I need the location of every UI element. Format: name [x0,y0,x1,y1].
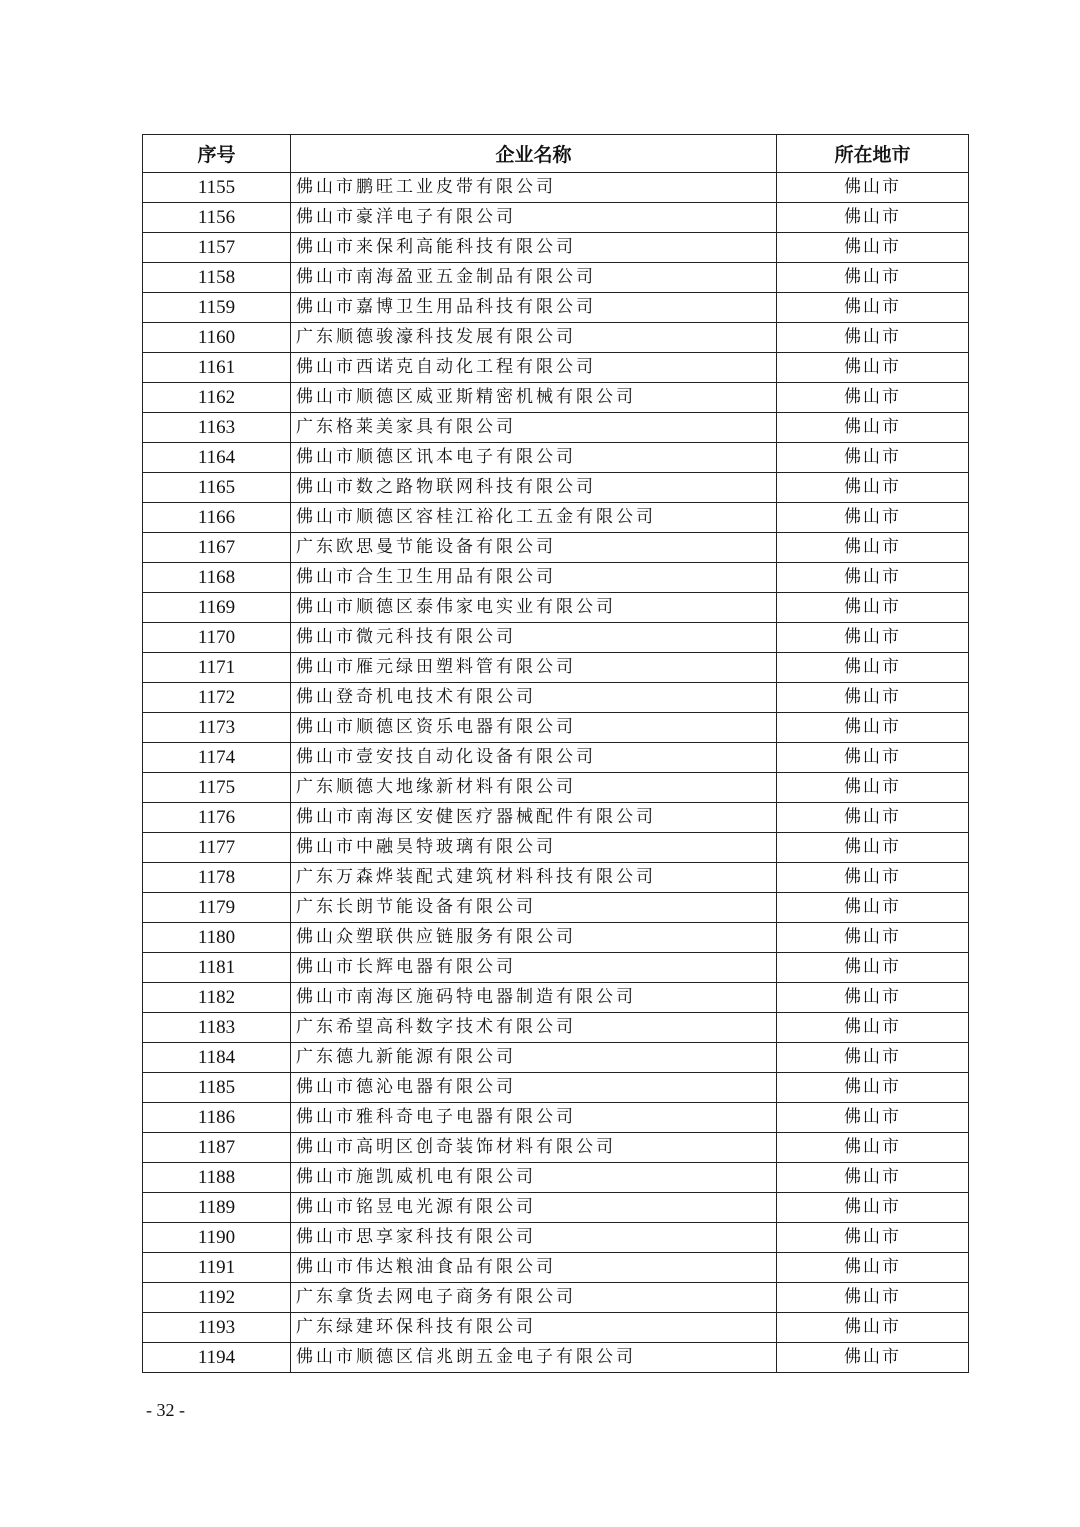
table-row [143,473,969,503]
serial-number-cell: 1173 [143,713,291,743]
serial-number-cell: 1166 [143,503,291,533]
enterprise-name-cell: 佛山市顺德区威亚斯精密机械有限公司 [291,383,777,413]
city-cell: 佛山市 [777,1313,969,1343]
city-cell: 佛山市 [777,1013,969,1043]
serial-number-cell: 1161 [143,353,291,383]
table-row [143,383,969,413]
table-row [143,503,969,533]
table-row [143,1223,969,1253]
enterprise-name-cell: 广东长朗节能设备有限公司 [291,893,777,923]
serial-number-cell: 1186 [143,1103,291,1133]
enterprise-name-cell: 佛山市施凯威机电有限公司 [291,1163,777,1193]
serial-number-cell: 1164 [143,443,291,473]
serial-number-cell: 1159 [143,293,291,323]
enterprise-name-cell: 佛山市德沁电器有限公司 [291,1073,777,1103]
city-cell: 佛山市 [777,623,969,653]
enterprise-name-cell: 佛山市嘉博卫生用品科技有限公司 [291,293,777,323]
city-cell: 佛山市 [777,563,969,593]
enterprise-name-cell: 佛山众塑联供应链服务有限公司 [291,923,777,953]
serial-number-cell: 1194 [143,1343,291,1373]
city-cell: 佛山市 [777,743,969,773]
city-cell: 佛山市 [777,923,969,953]
table-row [143,263,969,293]
city-cell: 佛山市 [777,863,969,893]
serial-number-cell: 1169 [143,593,291,623]
city-cell: 佛山市 [777,173,969,203]
table-header-row [143,135,969,173]
enterprise-name-cell: 佛山市顺德区资乐电器有限公司 [291,713,777,743]
table-row [143,173,969,203]
serial-number-cell: 1188 [143,1163,291,1193]
enterprise-name-cell: 佛山市伟达粮油食品有限公司 [291,1253,777,1283]
serial-number-cell: 1171 [143,653,291,683]
enterprise-table [142,134,969,1373]
enterprise-name-cell: 佛山市思享家科技有限公司 [291,1223,777,1253]
city-cell: 佛山市 [777,1253,969,1283]
table-row [143,353,969,383]
city-cell: 佛山市 [777,593,969,623]
serial-number-cell: 1167 [143,533,291,563]
table-row [143,1103,969,1133]
serial-number-cell: 1174 [143,743,291,773]
city-cell: 佛山市 [777,1343,969,1373]
table-row [143,533,969,563]
table-row [143,593,969,623]
table-row [143,833,969,863]
serial-number-cell: 1175 [143,773,291,803]
city-cell: 佛山市 [777,503,969,533]
city-cell: 佛山市 [777,1043,969,1073]
table-row [143,203,969,233]
enterprise-name-cell: 广东顺德骏濠科技发展有限公司 [291,323,777,353]
enterprise-name-cell: 佛山市豪洋电子有限公司 [291,203,777,233]
table-row [143,803,969,833]
city-cell: 佛山市 [777,1073,969,1103]
table-row [143,1193,969,1223]
enterprise-name-cell: 佛山市壹安技自动化设备有限公司 [291,743,777,773]
city-cell: 佛山市 [777,953,969,983]
city-cell: 佛山市 [777,353,969,383]
table-row [143,623,969,653]
serial-number-cell: 1187 [143,1133,291,1163]
city-cell: 佛山市 [777,323,969,353]
enterprise-name-cell: 广东顺德大地缘新材料有限公司 [291,773,777,803]
table-row [143,713,969,743]
header-enterprise-name: 企业名称 [291,135,777,173]
serial-number-cell: 1193 [143,1313,291,1343]
table-row [143,743,969,773]
serial-number-cell: 1182 [143,983,291,1013]
serial-number-cell: 1178 [143,863,291,893]
serial-number-cell: 1189 [143,1193,291,1223]
table-row [143,1013,969,1043]
city-cell: 佛山市 [777,293,969,323]
table-row [143,1343,969,1373]
serial-number-cell: 1192 [143,1283,291,1313]
serial-number-cell: 1184 [143,1043,291,1073]
city-cell: 佛山市 [777,1193,969,1223]
enterprise-name-cell: 佛山登奇机电技术有限公司 [291,683,777,713]
table-row [143,413,969,443]
enterprise-name-cell: 佛山市顺德区容桂江裕化工五金有限公司 [291,503,777,533]
city-cell: 佛山市 [777,1103,969,1133]
serial-number-cell: 1180 [143,923,291,953]
city-cell: 佛山市 [777,473,969,503]
table-row [143,1163,969,1193]
enterprise-name-cell: 佛山市西诺克自动化工程有限公司 [291,353,777,383]
table-row [143,563,969,593]
serial-number-cell: 1185 [143,1073,291,1103]
enterprise-name-cell: 佛山市南海盈亚五金制品有限公司 [291,263,777,293]
city-cell: 佛山市 [777,443,969,473]
enterprise-name-cell: 广东格莱美家具有限公司 [291,413,777,443]
table-row [143,773,969,803]
header-serial-number: 序号 [143,135,291,173]
table-row [143,1313,969,1343]
serial-number-cell: 1179 [143,893,291,923]
enterprise-name-cell: 广东德九新能源有限公司 [291,1043,777,1073]
city-cell: 佛山市 [777,263,969,293]
city-cell: 佛山市 [777,1163,969,1193]
serial-number-cell: 1165 [143,473,291,503]
table-row [143,863,969,893]
city-cell: 佛山市 [777,1223,969,1253]
enterprise-name-cell: 佛山市雅科奇电子电器有限公司 [291,1103,777,1133]
table-row [143,1283,969,1313]
enterprise-name-cell: 佛山市顺德区信兆朗五金电子有限公司 [291,1343,777,1373]
table-row [143,1133,969,1163]
city-cell: 佛山市 [777,533,969,563]
serial-number-cell: 1160 [143,323,291,353]
serial-number-cell: 1170 [143,623,291,653]
serial-number-cell: 1155 [143,173,291,203]
enterprise-name-cell: 佛山市微元科技有限公司 [291,623,777,653]
serial-number-cell: 1176 [143,803,291,833]
serial-number-cell: 1190 [143,1223,291,1253]
enterprise-name-cell: 佛山市高明区创奇装饰材料有限公司 [291,1133,777,1163]
city-cell: 佛山市 [777,653,969,683]
header-city: 所在地市 [777,135,969,173]
city-cell: 佛山市 [777,1283,969,1313]
serial-number-cell: 1191 [143,1253,291,1283]
serial-number-cell: 1183 [143,1013,291,1043]
enterprise-name-cell: 佛山市南海区施码特电器制造有限公司 [291,983,777,1013]
city-cell: 佛山市 [777,203,969,233]
serial-number-cell: 1158 [143,263,291,293]
enterprise-name-cell: 广东拿货去网电子商务有限公司 [291,1283,777,1313]
serial-number-cell: 1172 [143,683,291,713]
enterprise-name-cell: 佛山市中融昊特玻璃有限公司 [291,833,777,863]
city-cell: 佛山市 [777,713,969,743]
city-cell: 佛山市 [777,833,969,863]
enterprise-name-cell: 广东希望高科数字技术有限公司 [291,1013,777,1043]
enterprise-name-cell: 佛山市顺德区泰伟家电实业有限公司 [291,593,777,623]
city-cell: 佛山市 [777,383,969,413]
city-cell: 佛山市 [777,683,969,713]
table-row [143,983,969,1013]
table-row [143,1073,969,1103]
enterprise-name-cell: 佛山市顺德区讯本电子有限公司 [291,443,777,473]
enterprise-name-cell: 佛山市雁元绿田塑料管有限公司 [291,653,777,683]
page-number: - 32 - [146,1400,185,1420]
city-cell: 佛山市 [777,773,969,803]
enterprise-name-cell: 广东万森烨装配式建筑材料科技有限公司 [291,863,777,893]
table-row [143,653,969,683]
enterprise-name-cell: 佛山市数之路物联网科技有限公司 [291,473,777,503]
table-row [143,1043,969,1073]
table-row [143,293,969,323]
table-row [143,443,969,473]
serial-number-cell: 1162 [143,383,291,413]
table-row [143,683,969,713]
table-row [143,953,969,983]
table-body [143,173,969,1373]
city-cell: 佛山市 [777,983,969,1013]
enterprise-name-cell: 广东绿建环保科技有限公司 [291,1313,777,1343]
city-cell: 佛山市 [777,803,969,833]
enterprise-name-cell: 佛山市长辉电器有限公司 [291,953,777,983]
city-cell: 佛山市 [777,893,969,923]
city-cell: 佛山市 [777,233,969,263]
table-row [143,323,969,353]
table-row [143,233,969,263]
enterprise-name-cell: 佛山市来保利高能科技有限公司 [291,233,777,263]
enterprise-name-cell: 佛山市合生卫生用品有限公司 [291,563,777,593]
enterprise-name-cell: 佛山市南海区安健医疗器械配件有限公司 [291,803,777,833]
serial-number-cell: 1181 [143,953,291,983]
city-cell: 佛山市 [777,413,969,443]
city-cell: 佛山市 [777,1133,969,1163]
enterprise-name-cell: 广东欧思曼节能设备有限公司 [291,533,777,563]
enterprise-name-cell: 佛山市鹏旺工业皮带有限公司 [291,173,777,203]
enterprise-name-cell: 佛山市铭昱电光源有限公司 [291,1193,777,1223]
table-row [143,923,969,953]
table-row [143,1253,969,1283]
serial-number-cell: 1163 [143,413,291,443]
table-row [143,893,969,923]
serial-number-cell: 1177 [143,833,291,863]
serial-number-cell: 1157 [143,233,291,263]
serial-number-cell: 1168 [143,563,291,593]
serial-number-cell: 1156 [143,203,291,233]
